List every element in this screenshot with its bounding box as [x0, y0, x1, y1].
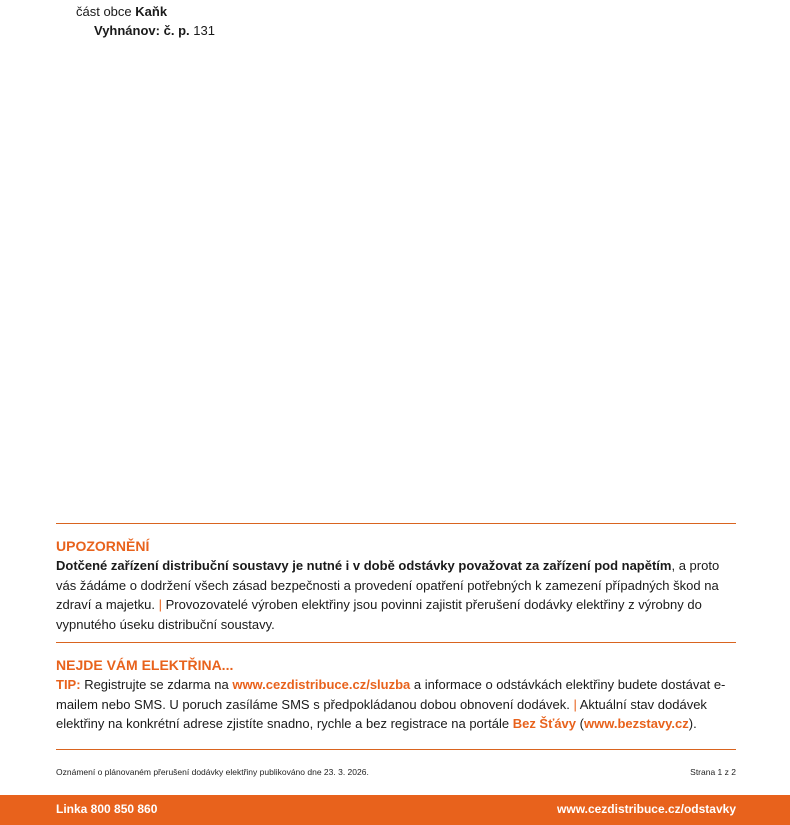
tip-text-3: Aktuální stav dodávek elektřiny na konkrétní adrese zjistíte snadno, rychle a bez registrace na portále	[56, 696, 707, 731]
street-name: Vyhnánov:	[94, 23, 160, 38]
divider-bottom	[56, 749, 736, 750]
service-link[interactable]: www.cezdistribuce.cz/sluzba	[232, 677, 411, 692]
outages-link[interactable]: www.cezdistribuce.cz/odstavky	[557, 802, 736, 816]
warning-section	[56, 536, 740, 634]
warning-separator: |	[158, 597, 163, 612]
tip-separator: |	[573, 696, 577, 712]
tip-label: TIP:	[56, 677, 81, 692]
divider-middle	[56, 642, 736, 643]
paren-open: (	[579, 716, 584, 731]
no-power-heading: NEJDE VÁM ELEKTŘINA...	[56, 657, 234, 673]
paren-close: ).	[688, 716, 697, 731]
tip-text-2: a informace o odstávkách elektřiny budete dostávat e-mailem nebo SMS. U poruch zasíláme SMS s předpokládanou dobou obnovení dodávek.	[56, 677, 726, 712]
no-power-section	[56, 655, 740, 734]
page-number: Strana 1 z 2	[690, 767, 736, 777]
portal-name: Bez Šťávy	[512, 716, 577, 731]
part-name: Kaňk	[135, 4, 168, 19]
divider-top	[56, 523, 736, 524]
no-power-text	[56, 675, 740, 734]
house-numbers: 131	[193, 23, 215, 38]
tip-text-1: Registrujte se zdarma na	[84, 677, 229, 692]
location-block	[76, 2, 215, 40]
warning-text	[56, 556, 740, 634]
part-prefix: část obce	[76, 4, 132, 19]
street-line	[76, 21, 215, 40]
publication-note: Oznámení o plánovaném přerušení dodávky elektřiny publikováno dne 23. 3. 2026.	[56, 767, 369, 777]
warning-heading: UPOZORNĚNÍ	[56, 538, 150, 554]
warning-text-2: Provozovatelé výroben elektřiny jsou povinni zajistit přerušení dodávky elektřiny z výrobny do vypnutého úseku distribuční soustavy.	[56, 597, 702, 632]
hotline-text: Linka 800 850 860	[56, 802, 158, 816]
footer-bar	[0, 795, 790, 825]
warning-bold-text: Dotčené zařízení distribuční soustavy je nutné i v době odstávky považovat za zařízení pod napětím	[56, 558, 672, 573]
cp-label: č. p.	[163, 23, 190, 38]
bezstavy-link[interactable]: www.bezstavy.cz	[584, 716, 689, 731]
part-of-municipality	[76, 2, 215, 21]
warning-text-1: , a proto vás žádáme o dodržení všech zásad bezpečnosti a provedení opatření potřebných k zamezení případných škod na zdraví a majetku.	[56, 558, 720, 612]
